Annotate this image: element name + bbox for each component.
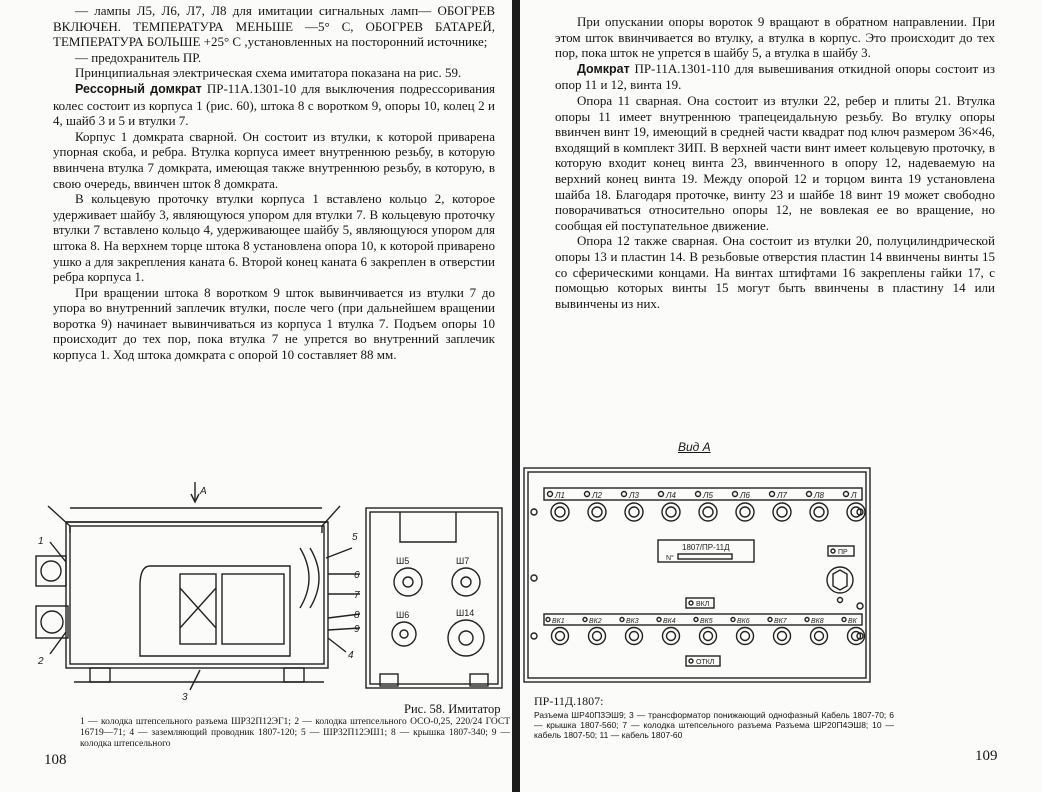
button-outer [848, 628, 865, 645]
socket-label: Ш14 [456, 608, 475, 618]
nameplate-number-field [678, 554, 732, 559]
button-label-dot [620, 618, 624, 622]
panel-caption-text: Разъема ШР40П3ЭШ9; 3 — трансформатор понижающий однофазный Кабель 1807-70; 6 — крышка 1807-560; 7 — колодка штепсельного разъема Разъема ШР20П4ЭШ8; 10 — кабель 1807-50; 11 — кабель 1807-60 [534, 710, 894, 740]
callout-label: 8 [354, 610, 360, 621]
button-inner [556, 632, 565, 641]
button-outer [663, 628, 680, 645]
right-page [518, 0, 1042, 792]
lamp-label-dot [585, 492, 590, 497]
lamp-inner [777, 507, 787, 517]
callout-label: 9 [354, 624, 360, 635]
button-label-dot [768, 618, 772, 622]
nameplate-number-label: N° [666, 555, 674, 562]
callout-label: 6 [354, 570, 360, 581]
lamp-inner [740, 507, 750, 517]
paragraph [53, 81, 495, 129]
button-label: ВК5 [700, 618, 713, 625]
figure-caption-title: Рис. 58. Имитатор [404, 702, 501, 716]
paragraph [555, 61, 995, 93]
paragraph: При вращении штока 8 воротком 9 шток вывинчивается из втулки 7 до упора во внутренний заплечик втулки, после чего (при дальнейшем вращении воротка 9) начинает вывинчиваться из корпуса 1 втулка 7. Подъем опоры 10 происходит до тех пор, пока втулка 7 не упрется во внутренний заплечик корпуса 1. Ход штока домкрата с опорой 10 составляет 88 мм. [53, 284, 495, 363]
socket-label: Ш6 [396, 610, 410, 620]
lamp-label-dot [548, 492, 553, 497]
lamp-label: Л2 [592, 491, 602, 500]
button-label-dot [657, 618, 661, 622]
page-number: 109 [975, 748, 998, 764]
lamp-label: Л5 [703, 491, 713, 500]
button-label: ВК4 [663, 618, 676, 625]
paragraph: Опора 12 также сварная. Она состоит из втулки 20, полуцилиндрической опоры 13 и пластин 14. В резьбовые отверстия пластин 14 ввинчены винты 15 со сферическими концами. На винтах штифтами 16 закреплены гайки 17, с помощью которых винты 15 могут быть ввинчены в пластину 14 или вывинчены из них. [555, 233, 995, 311]
paragraph: Принципиальная электрическая схема имитатора показана на рис. 59. [75, 65, 462, 81]
paragraph: В кольцевую проточку втулки корпуса 1 вставлено кольцо 2, которое удерживает шайбу 3, являющуюся упором для втулки 7. В кольцевую проточку втулки 7 вставлено кольцо 4, удерживающее шайбу 5, являющуюся упором для штока 8. На верхнем торце штока 8 установлена опора 10, к которой приварено ушко а для закрепления каната 6. Второй конец каната 6 закреплен в отверстии ребра корпуса 1. [53, 191, 495, 285]
button-outer [552, 628, 569, 645]
panel-drawing [522, 466, 872, 686]
mount-screw [531, 575, 537, 581]
button-inner [704, 632, 713, 641]
switch-off-dot [689, 659, 693, 663]
paragraph: — лампы Л5, Л6, Л7, Л8 для имитации сигнальных ламп— ОБОГРЕВ ВКЛЮЧЕН. ТЕМПЕРАТУРА МЕНЬШЕ —5° С, ОБОГРЕВ БАТАРЕЙ, ТЕМПЕРАТУРА БОЛЬШЕ +25° С ,установленных на посторонний источнике; [53, 3, 495, 50]
lamp-inner [666, 507, 676, 517]
switch-off-label: ОТКЛ [696, 659, 715, 666]
button-label-dot [842, 618, 846, 622]
button-label-dot [546, 618, 550, 622]
lamp-label-dot [733, 492, 738, 497]
button-outer [737, 628, 754, 645]
simulator-figure [30, 478, 512, 700]
view-label: Вид А [678, 440, 711, 454]
button-outer [589, 628, 606, 645]
right-page-text [555, 14, 995, 311]
jack-text: ПР-11А.1301-10 для выключения подрессоривания колес состоит из корпуса 1 (рис. 60), штока 8 с воротком 9, опоры 10, колец 2 и 4, шайб 3 и 5 и втулки 7. [53, 80, 496, 129]
paragraph: Опора 11 сварная. Она состоит из втулки 22, ребер и плиты 21. Втулка опоры 11 имеет внутреннюю трапецеидальную резьбу. Во втулку опоры ввинчен винт 19, имеющий в средней части квадрат под ключ размером 36×46, входящий в комплект ЗИП. В верхней части винт имеет кольцевую проточку, в которую входит конец винта 23, ввинченного в опору 12, надеваемую на верхний конец винта 19. Между опорой 12 и торцом винта 19 установлена шайба 18. Благодаря проточке, винту 23 и шайбе 18 винт 19 может свободно поворачиваться относительно опоры 12, не вовлекая ее во вращение, но сообщая ей поступательное движение. [555, 92, 995, 233]
view-marker: А [200, 486, 207, 497]
paragraph: При опускании опоры вороток 9 вращают в обратном направлении. При этом шток ввинчивается во втулку, а втулка в корпус. Это происходит до тех пор, пока шток не упрется в шайбу 5, а втулка в шайбу 3. [555, 14, 995, 61]
lamp-inner [555, 507, 565, 517]
lamp-outer [736, 503, 754, 521]
mount-screw [531, 509, 537, 515]
lamp-outer [588, 503, 606, 521]
button-label-dot [805, 618, 809, 622]
button-inner [667, 632, 676, 641]
fuse-screw [838, 598, 843, 603]
callout-label: 3 [182, 692, 188, 700]
button-label: ВК2 [589, 618, 602, 625]
lamp-label: Л7 [777, 491, 787, 500]
callout-label: 7 [354, 590, 360, 601]
mount-screw [857, 603, 863, 609]
button-label-dot [583, 618, 587, 622]
mount-screw [531, 633, 537, 639]
lamp-inner [629, 507, 639, 517]
lamp-label: Л6 [740, 491, 750, 500]
callout-label: 2 [38, 656, 44, 667]
switch-on-label: ВКЛ [696, 601, 710, 608]
jack-term: Рессорный домкрат [75, 81, 202, 96]
lamp-label: Л1 [555, 491, 565, 500]
callout-label: 1 [38, 536, 44, 547]
button-label: ВК1 [552, 618, 565, 625]
lamp-label-dot [807, 492, 812, 497]
page-number: 108 [44, 752, 67, 768]
paragraph: — предохранитель ПР. [75, 49, 202, 65]
left-page-text [53, 3, 495, 363]
button-label-dot [731, 618, 735, 622]
lamp-label-dot [659, 492, 664, 497]
button-label: ВК7 [774, 618, 787, 625]
button-label: ВК8 [811, 618, 824, 625]
button-inner [741, 632, 750, 641]
button-inner [815, 632, 824, 641]
switch-on-dot [689, 601, 693, 605]
lamp-outer [662, 503, 680, 521]
button-inner [593, 632, 602, 641]
button-inner [778, 632, 787, 641]
lift-text: ПР-11А.1301-110 для вывешивания откидной опоры состоит из опор 11 и 12, винта 19. [555, 60, 995, 93]
lift-term: Домкрат [577, 61, 630, 76]
nameplate-text: 1807/ПР-11Д [682, 543, 730, 552]
button-inner [630, 632, 639, 641]
button-outer [811, 628, 828, 645]
lamp-label: Л8 [814, 491, 824, 500]
fuse-cap [833, 570, 847, 590]
left-page [0, 0, 515, 792]
lamp-label: Л [851, 491, 857, 500]
lamp-outer [773, 503, 791, 521]
panel-caption-title: ПР-11Д.1807: [534, 694, 604, 708]
lamp-label-dot [696, 492, 701, 497]
lamp-label: Л4 [666, 491, 676, 500]
socket-label: Ш7 [456, 556, 470, 566]
button-label: ВК6 [737, 618, 750, 625]
lamp-label-dot [770, 492, 775, 497]
lamp-inner [814, 507, 824, 517]
lamp-outer [551, 503, 569, 521]
button-label: ВК [848, 618, 857, 625]
callout-label: 5 [352, 532, 358, 543]
lamp-inner [592, 507, 602, 517]
lamp-inner [703, 507, 713, 517]
paragraph: Корпус 1 домкрата сварной. Он состоит из втулки, к которой приварена упорная скоба, и ребра. Втулка корпуса имеет внутреннюю резьбу, в которую ввинчена втулка 7 домкрата, имеющая также внутреннюю резьбу, в которую, в свою очередь, ввинчен шток 8 домкрата. [53, 128, 495, 191]
lamp-outer [699, 503, 717, 521]
fuse-label: ПР [838, 549, 848, 556]
lamp-label: Л3 [629, 491, 639, 500]
panel-frame-inner [528, 472, 866, 678]
button-outer [626, 628, 643, 645]
fuse-dot [831, 549, 835, 553]
lamp-outer [625, 503, 643, 521]
lamp-label-dot [622, 492, 627, 497]
socket-label: Ш5 [396, 556, 410, 566]
lamp-label-dot [844, 492, 849, 497]
button-outer [774, 628, 791, 645]
callout-label: 4 [348, 650, 354, 661]
button-label: ВК3 [626, 618, 639, 625]
lamp-outer [847, 503, 865, 521]
fuse-holder [827, 567, 853, 593]
button-label-dot [694, 618, 698, 622]
lamp-outer [810, 503, 828, 521]
figure-caption-text: 1 — колодка штепсельного разъема ШР32П12ЭГ1; 2 — колодка штепсельного ОСО-0,25, 220/24 ГОСТ 16719—71; 4 — заземляющий проводник 1807-120; 5 — ШР32П12ЭШ1; 8 — крышка 1807-340; 9 — колодка штепсельного [80, 717, 510, 749]
button-outer [700, 628, 717, 645]
